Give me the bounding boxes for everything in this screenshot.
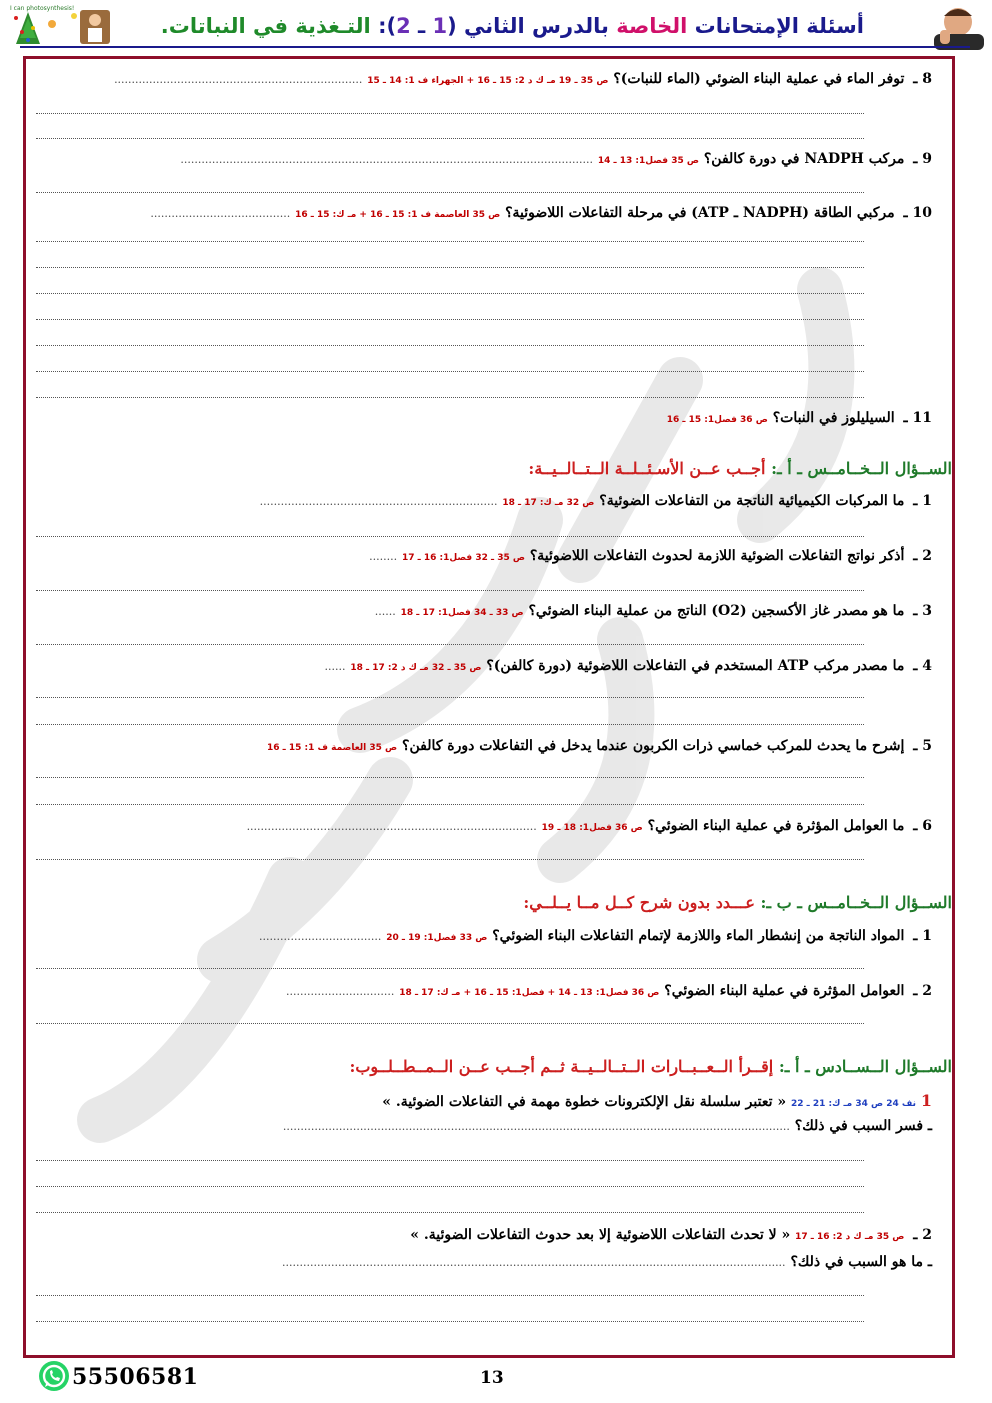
question-number: 2 ـ — [913, 548, 932, 564]
question-number: 8 ـ — [913, 71, 932, 87]
answer-dots: ................................................................................... — [246, 820, 537, 833]
item-number: 1 — [920, 1091, 932, 1110]
section-instruction: أجــب عــن الأسـئــلــة الــتــالــيــة: — [528, 459, 766, 478]
reference: ص 36 فصل1: 13 ـ 14 + فصل1: 15 ـ 16 + مـ ك: 17 ـ 18 — [399, 988, 660, 998]
question-text: ما المركبات الكيميائية الناتجة من التفاعلات الضوئية؟ — [599, 493, 905, 509]
statement-6a-1 — [36, 1091, 932, 1110]
question-number: 1 ـ — [913, 493, 932, 509]
answer-line[interactable] — [36, 319, 864, 320]
title-part5: التـغذية في النباتات. — [160, 14, 371, 38]
answer-line[interactable] — [36, 536, 864, 537]
answer-line[interactable] — [36, 859, 864, 860]
answer-line[interactable] — [36, 267, 864, 268]
section-5b-heading — [523, 893, 952, 912]
question-text: توفر الماء في عملية البناء الضوئي (الماء للنبات)؟ — [613, 71, 905, 87]
question-number: 1 ـ — [913, 928, 932, 944]
question-number: 3 ـ — [913, 603, 932, 619]
answer-line[interactable] — [36, 241, 864, 242]
reference: ص 33 فصل1: 19 ـ 20 — [386, 933, 488, 943]
statement-6a-2 — [36, 1227, 932, 1243]
question-number: 6 ـ — [913, 818, 932, 834]
statement-text: « تعتبر سلسلة نقل الإلكترونات خطوة مهمة في التفاعلات الضوئية. » — [382, 1094, 787, 1110]
reference: نف 24 ص 34 مـ ك: 21 ـ 22 — [791, 1099, 916, 1109]
question-number: 4 ـ — [913, 658, 932, 674]
question-5a-2 — [36, 548, 932, 564]
question-number: 9 ـ — [913, 151, 932, 167]
question-5b-1 — [36, 928, 932, 944]
section-instruction: عـــدد بدون شرح كــل مــا يــلــي: — [523, 893, 755, 912]
section-label: الســؤال الــخــامــس ـ أ ـ: — [771, 459, 952, 478]
reference: ص 35 العاصمة ف 1: 15 ـ 16 + مـ ك: 15 ـ 16 — [295, 210, 501, 220]
answer-dots: ................................................................................................................................................. — [282, 1120, 790, 1133]
answer-line[interactable] — [36, 644, 864, 645]
title-part3: بالدرس الثاني ( — [447, 14, 609, 38]
question-text: ما هو مصدر غاز الأكسجين (O2) الناتج من عملية البناء الضوئي؟ — [528, 603, 905, 619]
reference: ص 35 العاصمة ف 1: 15 ـ 16 — [267, 743, 398, 753]
item-number: 2 ـ — [913, 1227, 932, 1243]
answer-line[interactable] — [36, 293, 864, 294]
answer-line[interactable] — [36, 397, 864, 398]
question-11 — [36, 410, 932, 426]
prompt-6a-1 — [36, 1118, 932, 1134]
answer-line[interactable] — [36, 1295, 864, 1296]
answer-dots: ...................................................................................................................... — [180, 153, 593, 166]
question-number: 11 ـ — [903, 410, 932, 426]
question-number: 10 ـ — [903, 205, 932, 221]
whatsapp-icon — [38, 1360, 70, 1392]
question-5a-1 — [36, 493, 932, 509]
title-num2: 2 — [396, 14, 411, 38]
answer-dots: ................................................................................................................................................ — [282, 1256, 786, 1269]
reference: ص 35 ـ 19 مـ ك د 2: 15 ـ 16 + الجهراء ف 1: 14 ـ 15 — [367, 76, 609, 86]
answer-line[interactable] — [36, 192, 864, 193]
answer-line[interactable] — [36, 1186, 864, 1187]
question-text: مركب NADPH في دورة كالفن؟ — [703, 151, 905, 167]
answer-line[interactable] — [36, 968, 864, 969]
answer-dots: ....................................................................... — [114, 73, 363, 86]
question-text: العوامل المؤثرة في عملية البناء الضوئي؟ — [664, 983, 905, 999]
answer-line[interactable] — [36, 1212, 864, 1213]
answer-line[interactable] — [36, 371, 864, 372]
page-number: 13 — [480, 1368, 504, 1388]
question-text: ما العوامل المؤثرة في عملية البناء الضوئي؟ — [647, 818, 905, 834]
question-9 — [36, 151, 932, 167]
answer-line[interactable] — [36, 345, 864, 346]
question-text: إشرح ما يحدث للمركب خماسي ذرات الكربون عندما يدخل في التفاعلات دورة كالفن؟ — [402, 738, 905, 754]
section-label: الســؤال الــســادس ـ أ ـ: — [778, 1057, 952, 1076]
page-frame — [23, 56, 955, 1358]
answer-line[interactable] — [36, 590, 864, 591]
page-header — [0, 0, 992, 52]
title-part4: ): — [370, 14, 397, 38]
logo-caption: I can photosynthesis! — [10, 5, 75, 12]
question-8 — [36, 71, 932, 87]
question-text: أذكر نواتج التفاعلات الضوئية اللازمة لحدوث التفاعلات اللاضوئية؟ — [529, 548, 905, 564]
statement-text: « لا تحدث التفاعلات اللاضوئية إلا بعد حدوث التفاعلات الضوئية. » — [410, 1227, 791, 1243]
answer-line[interactable] — [36, 1023, 864, 1024]
answer-dots: ...... — [324, 660, 346, 673]
answer-dots: ...... — [374, 605, 396, 618]
question-text: مركبي الطاقة (NADPH ـ ATP) في مرحلة التفاعلات اللاضوئية؟ — [505, 205, 895, 221]
question-number: 2 ـ — [913, 983, 932, 999]
phone-number: 55506581 — [72, 1364, 199, 1390]
answer-line[interactable] — [36, 113, 864, 114]
answer-line[interactable] — [36, 724, 864, 725]
reference: ص 35 ـ 32 مـ ك د 2: 17 ـ 18 — [350, 663, 482, 673]
section-5a-heading — [528, 459, 952, 478]
question-5a-6 — [36, 818, 932, 834]
answer-line[interactable] — [36, 1160, 864, 1161]
answer-dots: .................................................................... — [259, 495, 498, 508]
student-thinking-icon — [916, 2, 986, 50]
reference: ص 36 فصل1: 15 ـ 16 — [666, 415, 768, 425]
question-5b-2 — [36, 983, 932, 999]
title-part1: أسئلة الإمتحانات — [694, 14, 864, 38]
question-5a-5 — [36, 738, 932, 754]
title-num1: 1 — [432, 14, 448, 38]
title-part2: الخاصة — [616, 14, 688, 38]
question-text: السيليلوز في النبات؟ — [772, 410, 895, 426]
answer-dots: ............................... — [286, 985, 395, 998]
prompt-text: ـ ما هو السبب في ذلك؟ — [790, 1254, 932, 1270]
page-title — [161, 14, 864, 38]
section-label: الســؤال الــخــامــس ـ ب ـ: — [760, 893, 952, 912]
question-10 — [36, 205, 932, 221]
answer-line[interactable] — [36, 138, 864, 139]
question-5a-3 — [36, 603, 932, 619]
reference: ص 35 فصل1: 13 ـ 14 — [597, 156, 699, 166]
question-5a-4 — [36, 658, 932, 674]
prompt-text: ـ فسر السبب في ذلك؟ — [794, 1118, 932, 1134]
section-6a-heading — [349, 1057, 952, 1076]
photosynthesis-logo — [6, 2, 118, 50]
answer-line[interactable] — [36, 804, 864, 805]
answer-line[interactable] — [36, 1321, 864, 1322]
answer-line[interactable] — [36, 777, 864, 778]
answer-dots: ........ — [369, 550, 398, 563]
question-text: ما مصدر مركب ATP المستخدم في التفاعلات اللاضوئية (دورة كالفن)؟ — [486, 658, 905, 674]
reference: ص 35 ـ 32 فصل1: 16 ـ 17 — [401, 553, 525, 563]
answer-dots: ................................... — [258, 930, 382, 943]
answer-dots: ........................................ — [150, 207, 291, 220]
header-rule — [20, 46, 970, 48]
section-instruction: إقــرأ الــعــبــارات الــتــالــيــة ثــم أجــب عــن الــمــطــلــوب: — [349, 1057, 774, 1076]
reference: ص 35 مـ ك د 2: 16 ـ 17 — [795, 1232, 905, 1242]
reference: ص 36 فصل1: 18 ـ 19 — [541, 823, 643, 833]
question-number: 5 ـ — [913, 738, 932, 754]
reference: ص 33 ـ 34 فصل1: 17 ـ 18 — [400, 608, 524, 618]
title-dash: ـ — [410, 14, 433, 38]
prompt-6a-2 — [36, 1254, 932, 1270]
answer-line[interactable] — [36, 697, 864, 698]
question-text: المواد الناتجة من إنشطار الماء واللازمة لإتمام التفاعلات البناء الضوئي؟ — [492, 928, 905, 944]
reference: ص 32 مـ ك: 17 ـ 18 — [502, 498, 595, 508]
